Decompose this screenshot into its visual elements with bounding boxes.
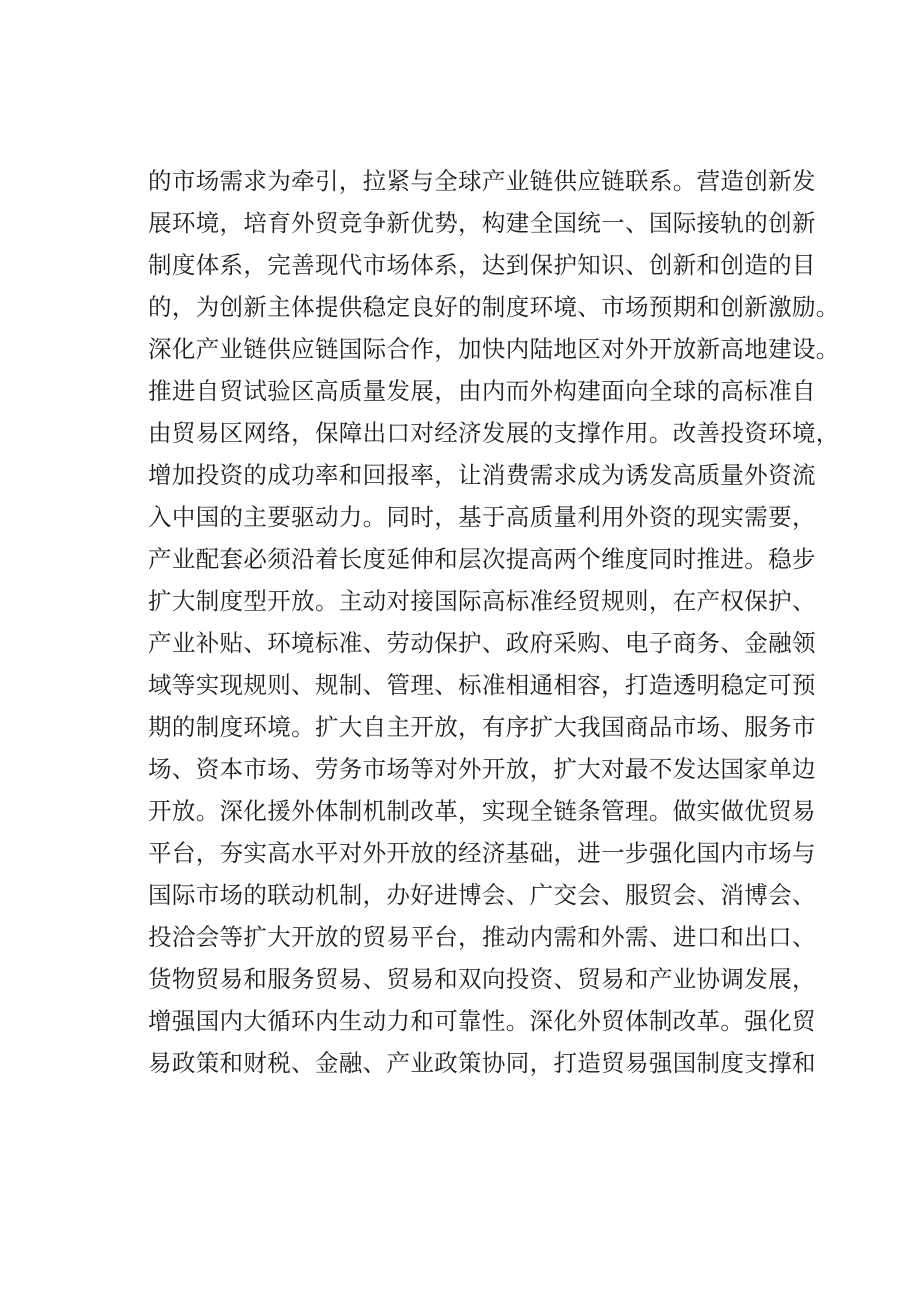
text-line: 增加投资的成功率和回报率，让消费需求成为诱发高质量外资流 [148,461,816,489]
text-line: 制度体系，完善现代市场体系，达到保护知识、创新和创造的目 [148,251,816,279]
text-line: 场、资本市场、劳务市场等对外开放，扩大对最不发达国家单边 [148,755,816,783]
text-line: 增强国内大循环内生动力和可靠性。深化外贸体制改革。强化贸 [148,1007,816,1035]
text-line: 货物贸易和服务贸易、贸易和双向投资、贸易和产业协调发展， [148,965,816,993]
text-line: 由贸易区网络，保障出口对经济发展的支撑作用。改善投资环境， [148,419,840,447]
body-paragraph [148,160,840,1084]
text-line: 扩大制度型开放。主动对接国际高标准经贸规则，在产权保护、 [148,587,816,615]
text-line: 的市场需求为牵引，拉紧与全球产业链供应链联系。营造创新发 [148,167,816,195]
text-line: 平台，夯实高水平对外开放的经济基础，进一步强化国内市场与 [148,839,816,867]
text-line: 推进自贸试验区高质量发展，由内而外构建面向全球的高标准自 [148,377,816,405]
text-line: 深化产业链供应链国际合作，加快内陆地区对外开放新高地建设。 [148,335,840,363]
text-line: 展环境，培育外贸竞争新优势，构建全国统一、国际接轨的创新 [148,209,816,237]
text-line: 国际市场的联动机制，办好进博会、广交会、服贸会、消博会、 [148,881,816,909]
text-line: 的，为创新主体提供稳定良好的制度环境、市场预期和创新激励。 [148,293,840,321]
text-line: 投洽会等扩大开放的贸易平台，推动内需和外需、进口和出口、 [148,923,816,951]
text-line: 期的制度环境。扩大自主开放，有序扩大我国商品市场、服务市 [148,713,816,741]
text-line: 入中国的主要驱动力。同时，基于高质量利用外资的现实需要， [148,503,816,531]
text-line: 域等实现规则、规制、管理、标准相通相容，打造透明稳定可预 [148,671,816,699]
text-line: 产业补贴、环境标准、劳动保护、政府采购、电子商务、金融领 [148,629,816,657]
text-line: 开放。深化援外体制机制改革，实现全链条管理。做实做优贸易 [148,797,816,825]
text-line: 易政策和财税、金融、产业政策协同，打造贸易强国制度支撑和 [148,1049,816,1077]
text-line: 产业配套必须沿着长度延伸和层次提高两个维度同时推进。稳步 [148,545,816,573]
